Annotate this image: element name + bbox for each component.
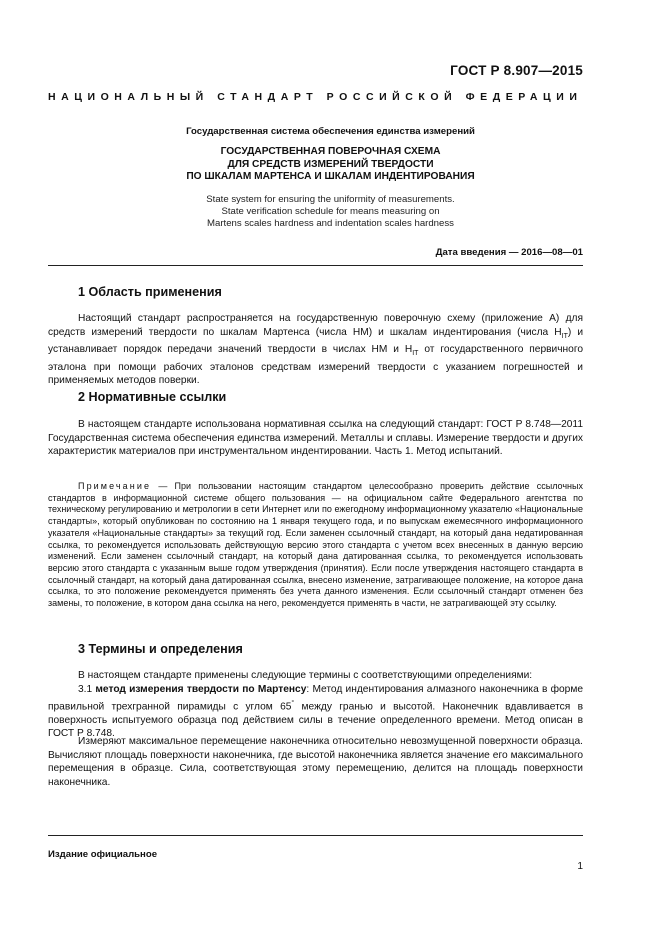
- subscript-it: IT: [561, 332, 568, 340]
- term-definition: : Метод индентирования алмазного наконечника в форме правильной трехгранной пирамиды с углом 65: [48, 684, 583, 712]
- official-edition-label: Издание официальное: [48, 849, 158, 860]
- footer-divider: [48, 835, 583, 836]
- page-number: 1: [577, 861, 583, 872]
- term-3-1: [48, 683, 583, 741]
- main-title-line: ГОСУДАРСТВЕННАЯ ПОВЕРОЧНАЯ СХЕМА: [220, 146, 441, 157]
- english-title-line: State system for ensuring the uniformity of measurements.: [206, 194, 455, 205]
- introduction-date: Дата введения — 2016—08—01: [435, 247, 583, 258]
- main-title: [48, 146, 613, 184]
- divider-line: [48, 265, 583, 266]
- national-standard-banner: НАЦИОНАЛЬНЫЙ СТАНДАРТ РОССИЙСКОЙ ФЕДЕРАЦИИ: [48, 91, 583, 103]
- term-name: метод измерения твердости по Мартенсу: [95, 684, 307, 695]
- note-text: — При пользовании настоящим стандартом целесообразно проверить действие ссылочных стандартов в информационной системе общего пользования — на официальном сайте Федерального агентства по техническому регулированию и метрологии в сети Интернет или по ежегодному информационному указателю «Национальные стандарты», который опубликован по состоянию на 1 января текущего года, и по выпускам ежемесячного информационного указателя «Национальные стандарты» за текущий год. Если заменен ссылочный стандарт, на который дана недатированная ссылка, то рекомендуется использовать действующую версию этого стандарта с учетом всех внесенных в данную версию изменений. Если заменен ссылочный стандарт, на который дана датированная ссылка, то рекомендуется использовать версию этого стандарта с указанным выше годом утверждения (принятия). Если после утверждения настоящего стандарта в ссылочный стандарт, на который дана датированная ссылка, внесено изменение, затрагивающее положение, на которое дана ссылка, то это положение рекомендуется применять без учета данного изменения. Если ссылочный стандарт отменен без замены, то положение, в котором дана ссылка на него, рекомендуется применять в части, не затрагивающей эту ссылку.: [48, 481, 583, 609]
- text-run: от государственного первичного эталона при помощи рабочих эталонов средствам измерений твердости с указанием погрешностей и применяемых методов поверки.: [48, 344, 583, 387]
- section-2-heading: 2 Нормативные ссылки: [78, 390, 227, 404]
- main-title-line: ДЛЯ СРЕДСТВ ИЗМЕРЕНИЙ ТВЕРДОСТИ: [227, 158, 434, 170]
- section-3-intro: В настоящем стандарте применены следующие термины с соответствующими определениями:: [78, 670, 533, 681]
- english-title: [48, 194, 613, 231]
- system-title: Государственная система обеспечения единства измерений: [186, 126, 475, 137]
- text-run: Настоящий стандарт распространяется на государственную поверочную схему (приложение А) для средств измерений твердости по шкалам Мартенса (числа НМ) и шкалам индентирования (числа H: [48, 313, 583, 338]
- section-1-paragraph: [48, 312, 583, 388]
- gost-code: ГОСТ Р 8.907—2015: [450, 63, 583, 78]
- section-1-heading: 1 Область применения: [78, 285, 222, 299]
- section-2-paragraph: В настоящем стандарте использована нормативная ссылка на следующий стандарт: ГОСТ Р 8.748—2011 Государственная система обеспечения единства измерений. Металлы и сплавы. Измерение твердости и других характеристик материалов при инструментальном индентировании. Часть 1. Метод испытаний.: [48, 419, 583, 458]
- english-title-line: State verification schedule for means measuring on: [221, 206, 440, 218]
- section-2-note: [48, 481, 583, 610]
- term-definition-cont: между гранью и высотой. Наконечник вдавливается в поверхность испытуемого образца под действием силы в течение определенного времени. Метод описан в ГОСТ Р 8.748.: [48, 700, 583, 740]
- subscript-it: IT: [412, 350, 419, 358]
- section-3-heading: 3 Термины и определения: [78, 642, 243, 656]
- degree-sign: °: [291, 699, 295, 707]
- note-label: Примечание: [78, 481, 152, 491]
- term-number: 3.1: [78, 684, 96, 695]
- text-run: ) и устанавливает порядок передачи значений твердости в числах НМ и H: [48, 326, 584, 356]
- english-title-line: Martens scales hardness and indentation scales hardness: [207, 218, 454, 230]
- section-3-paragraph-2: Измеряют максимальное перемещение наконечника относительно невозмущенной поверхности образца. Вычисляют площадь поверхности наконечника, где высотой наконечника является значение его максимального перемещения в образце. Сила, соответствующая этому перемещению, делится на площадь поверхности наконечника.: [48, 736, 583, 788]
- main-title-line: ПО ШКАЛАМ МАРТЕНСА И ШКАЛАМ ИНДЕНТИРОВАНИЯ: [186, 171, 475, 183]
